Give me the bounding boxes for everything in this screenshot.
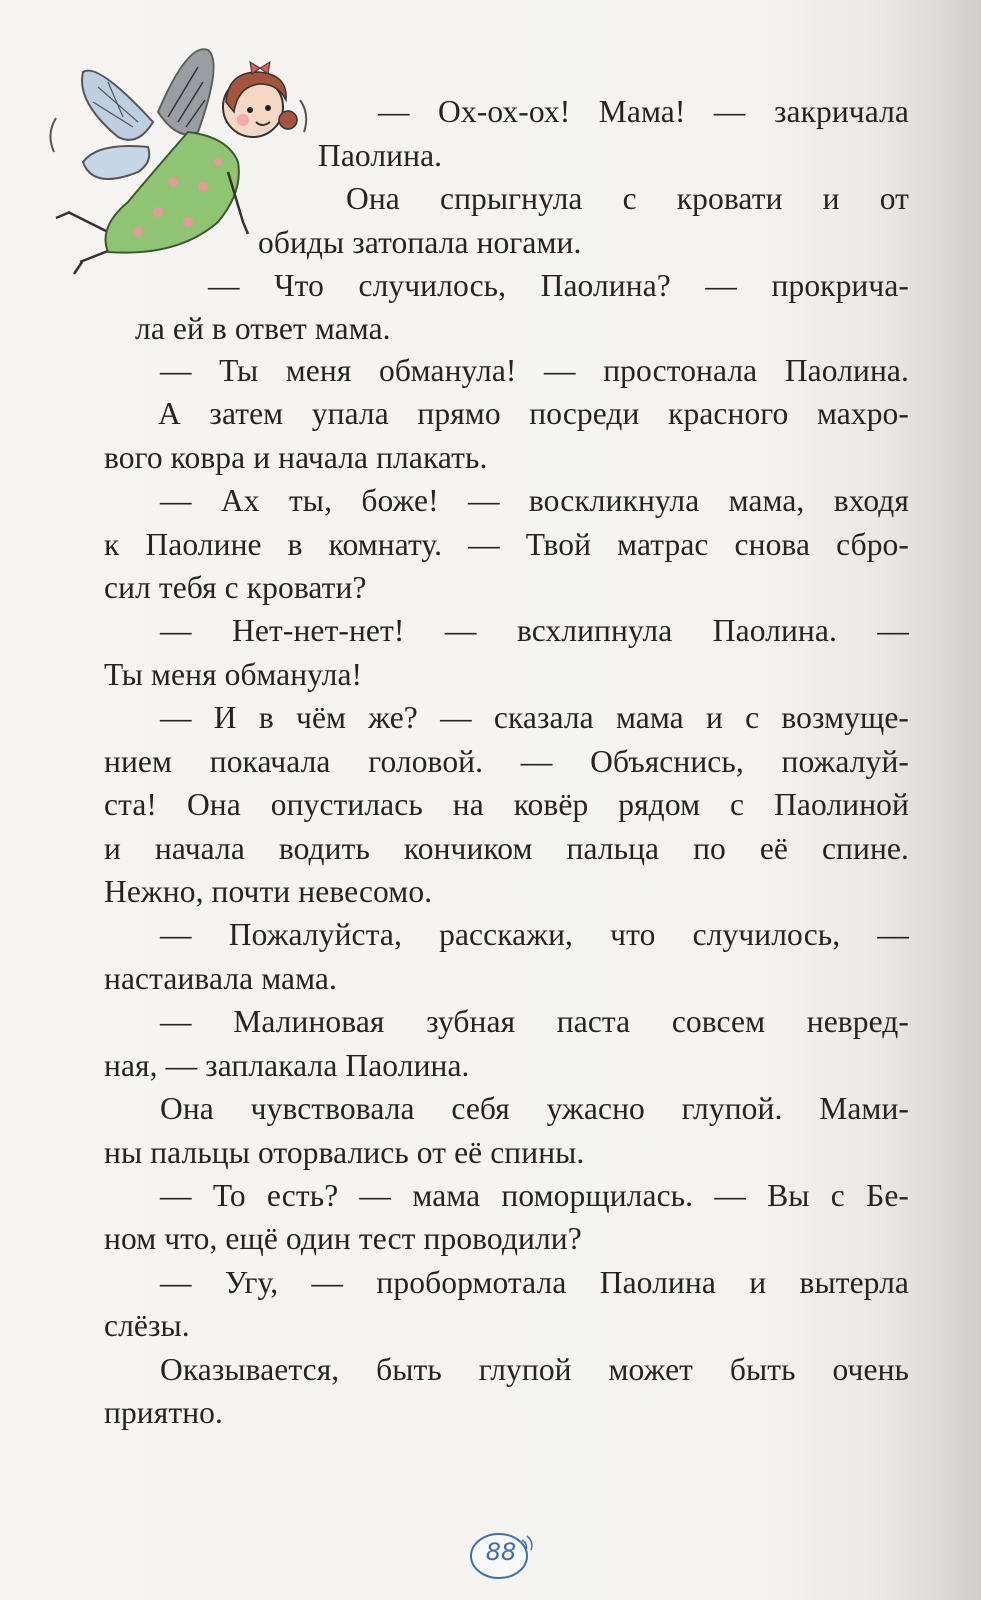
text-line: — Ох-ох-ох! Мама! — закричала xyxy=(378,94,909,129)
text-line: — Ты меня обманула! — простонала Паолина. xyxy=(160,353,909,388)
text-line: настаивала мама. xyxy=(104,961,337,996)
text-line: Ты меня обманула! xyxy=(104,657,363,692)
text-line: Она чувствовала себя ужасно глупой. Мами- xyxy=(160,1091,909,1126)
text-line: сил тебя с кровати? xyxy=(104,570,367,605)
text-line: ны пальцы оторвались от её спины. xyxy=(104,1135,585,1170)
text-line: и начала водить кончиком пальца по её спине. xyxy=(104,831,909,866)
text-line: приятно. xyxy=(104,1395,224,1430)
text-line: — То есть? — мама поморщилась. — Вы с Бе- xyxy=(160,1178,909,1213)
text-line: слёзы. xyxy=(104,1308,190,1343)
text-line: ная, — заплакала Паолина. xyxy=(104,1048,470,1083)
text-line: Она спрыгнула с кровати и от xyxy=(346,181,909,216)
text-line: — Что случилось, Паолина? — прокрича- xyxy=(208,268,909,303)
text-line: ном что, ещё один тест проводили? xyxy=(104,1221,582,1256)
page-number xyxy=(466,1526,536,1582)
text-line: Оказывается, быть глупой может быть очень xyxy=(160,1352,909,1387)
text-line: Паолина. xyxy=(318,138,443,173)
text-line: — Ах ты, боже! — воскликнула мама, входя xyxy=(160,483,909,518)
text-line: обиды затопала ногами. xyxy=(258,225,582,260)
text-line: ста! Она опустилась на ковёр рядом с Паолиной xyxy=(104,787,909,822)
text-line: к Паолине в комнату. — Твой матрас снова сбро- xyxy=(104,527,909,562)
text-line: — Пожалуйста, расскажи, что случилось, — xyxy=(160,917,909,952)
text-line: ла ей в ответ мама. xyxy=(135,311,391,346)
text-line: вого ковра и начала плакать. xyxy=(104,440,488,475)
text-line: — Малиновая зубная паста совсем невред- xyxy=(160,1004,909,1039)
text-line: А затем упала прямо посреди красного махро- xyxy=(158,396,909,431)
text-line: — И в чём же? — сказала мама и с возмуще- xyxy=(160,700,909,735)
text-line: нием покачала головой. — Объяснись, пожалуй- xyxy=(104,744,909,779)
text-line: — Угу, — пробормотала Паолина и вытерла xyxy=(160,1265,909,1300)
page-number-text: 88 xyxy=(485,1538,517,1566)
text-line: — Нет-нет-нет! — всхлипнула Паолина. — xyxy=(160,613,909,648)
text-line: Нежно, почти невесомо. xyxy=(104,874,433,909)
